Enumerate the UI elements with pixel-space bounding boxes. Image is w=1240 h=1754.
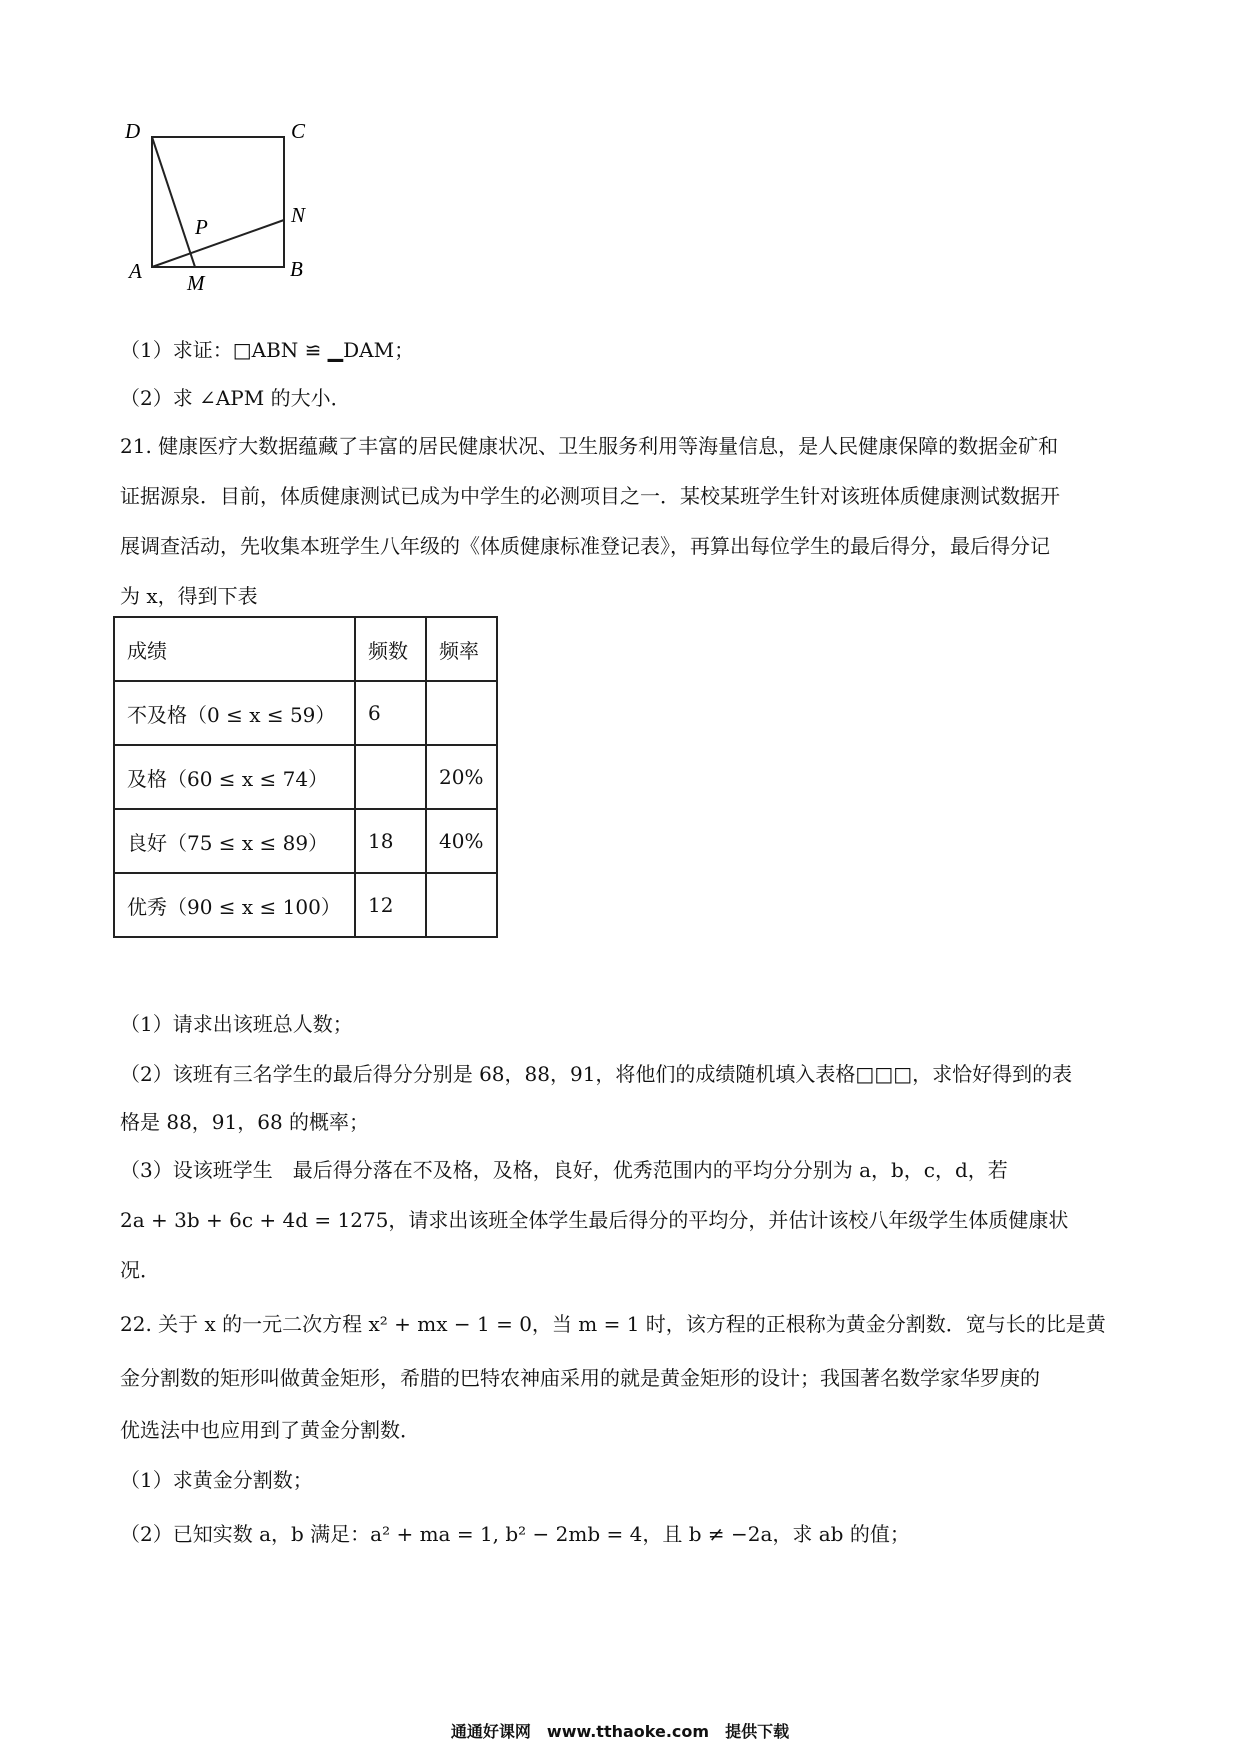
table-cell	[426, 873, 497, 937]
q21-text-line1: 21. 健康医疗大数据蕴藏了丰富的居民健康状况、卫生服务利用等海量信息，是人民健康保障的数据金矿和	[120, 434, 1059, 458]
score-table	[113, 616, 498, 938]
label-p: P	[195, 215, 208, 239]
label-a: A	[129, 259, 142, 283]
table-cell: 18	[355, 809, 426, 873]
q20-part2: （2）求 ∠APM 的大小．	[120, 386, 351, 410]
table-cell: 优秀（90 ≤ x ≤ 100）	[114, 873, 355, 937]
q21-text-line4: 为 x，得到下表	[120, 584, 258, 608]
q21-part3-line3: 况．	[120, 1258, 160, 1282]
q21-part2-line2: 格是 88，91，68 的概率；	[120, 1110, 370, 1134]
square-abcd	[152, 137, 284, 267]
q21-text-line3: 展调查活动，先收集本班学生八年级的《体质健康标准登记表》，再算出每位学生的最后得分，最后得分记	[120, 534, 1050, 558]
table-header-cell: 频率	[426, 617, 497, 681]
q22-text-line1: 22. 关于 x 的一元二次方程 x² + mx − 1 = 0，当 m = 1 时，该方程的正根称为黄金分割数．宽与长的比是黄	[120, 1312, 1106, 1336]
q21-part1: （1）请求出该班总人数；	[120, 1012, 353, 1036]
label-c: C	[291, 119, 306, 143]
q20-part1: （1）求证：□ABN ≌ ▁DAM；	[120, 338, 415, 362]
q21-part3-line1: （3）设该班学生 最后得分落在不及格，及格，良好，优秀范围内的平均分分别为 a，b，c，d，若	[120, 1158, 1008, 1182]
table-row	[114, 873, 497, 937]
q22-text-line2: 金分割数的矩形叫做黄金矩形，希腊的巴特农神庙采用的就是黄金矩形的设计；我国著名数学家华罗庚的	[120, 1366, 1040, 1390]
label-d: D	[125, 119, 141, 143]
segment-dm	[152, 137, 195, 267]
table-cell: 良好（75 ≤ x ≤ 89）	[114, 809, 355, 873]
table-header-row	[114, 617, 497, 681]
q22-text-line3: 优选法中也应用到了黄金分割数．	[120, 1418, 420, 1442]
q21-part3-line2: 2a + 3b + 6c + 4d = 1275，请求出该班全体学生最后得分的平均分，并估计该校八年级学生体质健康状	[120, 1208, 1069, 1232]
q21-text-line2: 证据源泉．目前，体质健康测试已成为中学生的必测项目之一．某校某班学生针对该班体质健康测试数据开	[120, 484, 1060, 508]
q22-part2: （2）已知实数 a，b 满足：a² + ma = 1, b² − 2mb = 4，且 b ≠ −2a，求 ab 的值；	[120, 1522, 910, 1546]
table-row	[114, 681, 497, 745]
table-cell: 及格（60 ≤ x ≤ 74）	[114, 745, 355, 809]
table-header-cell: 频数	[355, 617, 426, 681]
table-cell	[355, 745, 426, 809]
table-cell: 12	[355, 873, 426, 937]
q22-part1: （1）求黄金分割数；	[120, 1468, 313, 1492]
table-cell: 40%	[426, 809, 497, 873]
table-header-cell: 成绩	[114, 617, 355, 681]
table-cell: 不及格（0 ≤ x ≤ 59）	[114, 681, 355, 745]
table-cell: 6	[355, 681, 426, 745]
label-m: M	[187, 271, 205, 290]
table-cell: 20%	[426, 745, 497, 809]
table-cell	[426, 681, 497, 745]
table-row	[114, 809, 497, 873]
table-row	[114, 745, 497, 809]
page-footer: 通通好课网 www.tthaoke.com 提供下载	[450, 1722, 790, 1741]
q21-part2-line1: （2）该班有三名学生的最后得分分别是 68，88，91，将他们的成绩随机填入表格□□□，求恰好得到的表	[120, 1062, 1073, 1086]
square-figure	[115, 110, 375, 290]
label-b: B	[290, 257, 303, 281]
label-n: N	[291, 203, 306, 227]
segment-an	[152, 220, 284, 267]
